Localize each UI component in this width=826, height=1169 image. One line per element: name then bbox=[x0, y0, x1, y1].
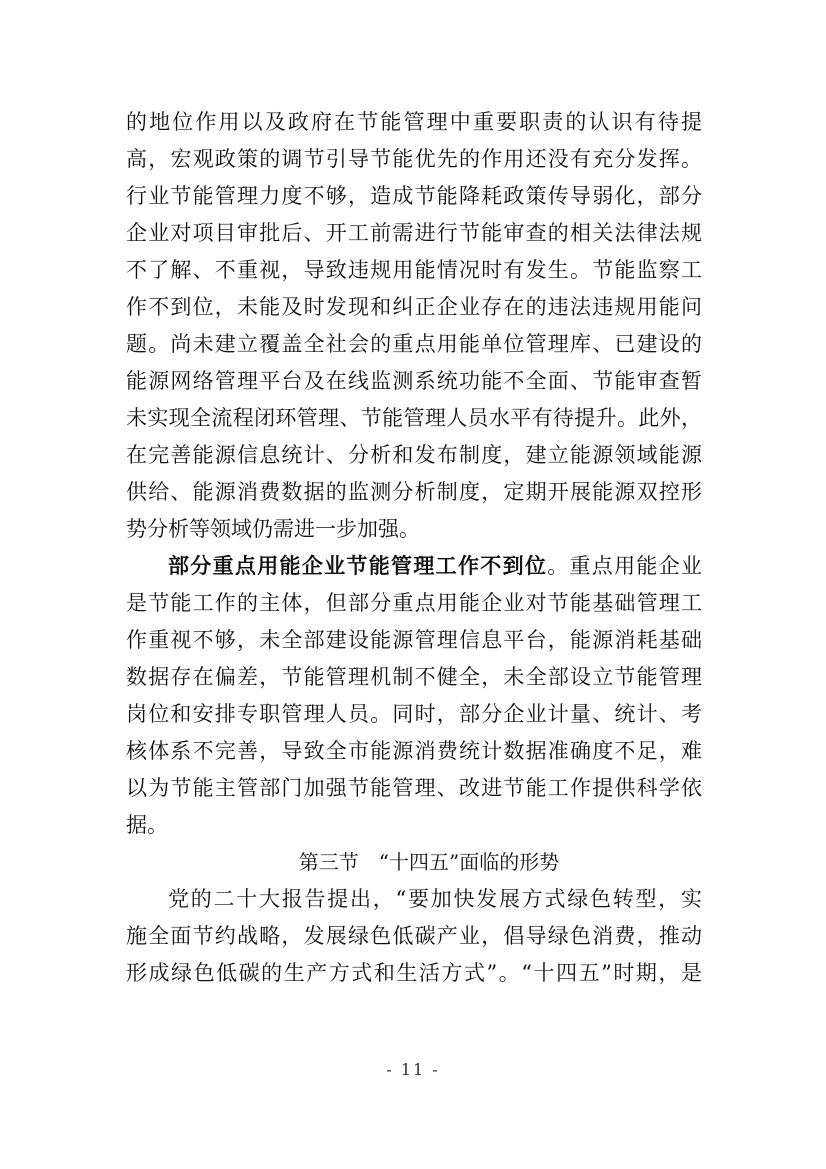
text-line: 供给、能源消费数据的监测分析制度，定期开展能源双控形 bbox=[126, 480, 702, 504]
document-page bbox=[126, 104, 702, 992]
section-heading: 第三节 “十四五”面临的形势 bbox=[298, 850, 560, 874]
text-line: 作不到位，未能及时发现和纠正企业存在的违法违规用能问 bbox=[126, 295, 702, 319]
text-line: 作重视不够，未全部建设能源管理信息平台，能源消耗基础 bbox=[126, 628, 702, 652]
bold-lead-sentence: 部分重点用能企业节能管理工作不到位 bbox=[168, 554, 548, 578]
text-line: 岗位和安排专职管理人员。同时，部分企业计量、统计、考 bbox=[126, 702, 702, 726]
paragraph-first-line bbox=[126, 548, 702, 585]
text-line: 企业对项目审批后、开工前需进行节能审查的相关法律法规 bbox=[126, 221, 702, 245]
text-line: 形成绿色低碳的生产方式和生活方式”。“十四五”时期，是 bbox=[126, 961, 702, 985]
text-line: 党的二十大报告提出，“要加快发展方式绿色转型，实 bbox=[168, 887, 702, 911]
text-line: 能源网络管理平台及在线监测系统功能不全面、节能审查暂 bbox=[126, 369, 702, 393]
text-line: 是节能工作的主体，但部分重点用能企业对节能基础管理工 bbox=[126, 591, 702, 615]
text-line: 不了解、不重视，导致违规用能情况时有发生。节能监察工 bbox=[126, 258, 702, 282]
text-line: 高，宏观政策的调节引导节能优先的作用还没有充分发挥。 bbox=[126, 147, 702, 171]
text-line: 未实现全流程闭环管理、节能管理人员水平有待提升。此外， bbox=[126, 406, 702, 430]
text-line: 施全面节约战略，发展绿色低碳产业，倡导绿色消费，推动 bbox=[126, 924, 702, 948]
paragraph-2 bbox=[126, 548, 702, 844]
text-line: 在完善能源信息统计、分析和发布制度，建立能源领域能源 bbox=[126, 443, 702, 467]
text-line: 行业节能管理力度不够，造成节能降耗政策传导弱化，部分 bbox=[126, 184, 702, 208]
text-line: 以为节能主管部门加强节能管理、改进节能工作提供科学依 bbox=[126, 776, 702, 800]
page-number: - 11 - bbox=[386, 1060, 440, 1079]
text-line: 核体系不完善，导致全市能源消费统计数据准确度不足，难 bbox=[126, 739, 702, 763]
text-line: 势分析等领域仍需进一步加强。 bbox=[126, 517, 420, 541]
text-line: 题。尚未建立覆盖全社会的重点用能单位管理库、已建设的 bbox=[126, 332, 702, 356]
text-line: 据。 bbox=[126, 813, 168, 837]
text-line: 的地位作用以及政府在节能管理中重要职责的认识有待提 bbox=[126, 110, 702, 134]
text-line: 数据存在偏差，节能管理机制不健全，未全部设立节能管理 bbox=[126, 665, 702, 689]
paragraph-3 bbox=[126, 881, 702, 992]
lead-continuation: 。重点用能企业 bbox=[547, 554, 703, 578]
paragraph-1 bbox=[126, 104, 702, 548]
